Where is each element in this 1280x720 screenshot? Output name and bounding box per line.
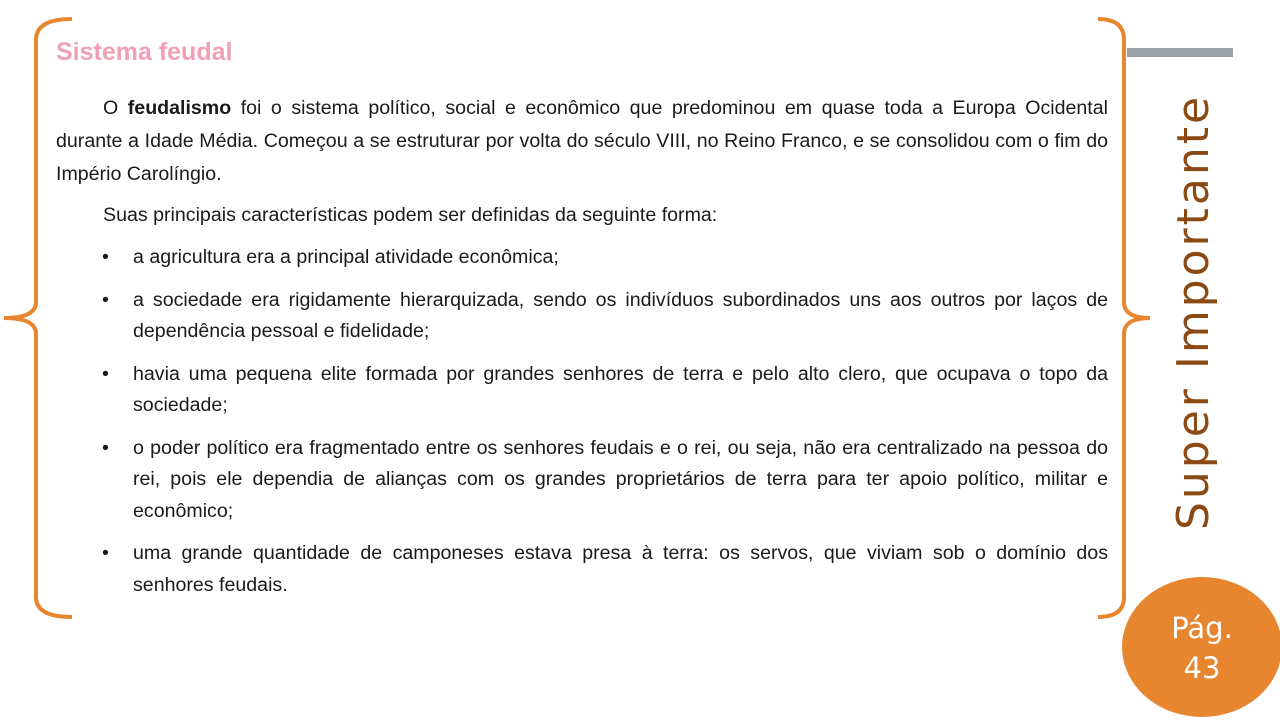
bullet-icon: • — [102, 542, 109, 564]
bullet-icon: • — [102, 362, 109, 385]
list-item — [56, 433, 1108, 528]
page-number: 43 — [1183, 651, 1221, 685]
characteristics-list — [56, 242, 1108, 601]
intro-paragraph — [56, 92, 1108, 191]
section-title: Sistema feudal — [56, 38, 233, 66]
list-item-text: a agricultura era a principal atividade econômica; — [133, 246, 559, 268]
bullet-icon: • — [102, 246, 109, 268]
list-item-text: a sociedade era rigidamente hierarquizada, sendo os indivíduos subordinados uns aos outros por laços de dependência pessoal e fidelidade; — [133, 288, 1108, 342]
list-item — [56, 359, 1108, 422]
paragraph-text: foi o sistema político, social e econômico que predominou em quase toda a Europa Ocidental durante a Idade Média. Começou a se estruturar por volta do século VIII, no Reino Franco, e se consolidou com o fim do Império Carolíngio. — [56, 97, 1109, 185]
text-content — [56, 36, 1108, 612]
accent-line — [1127, 48, 1233, 57]
page-label: Pág. — [1171, 611, 1233, 645]
characteristics-intro: Suas principais características podem ser definidas da seguinte forma: — [103, 204, 718, 226]
list-item — [56, 242, 1108, 274]
list-item-text: uma grande quantidade de camponeses estava presa à terra: os servos, que viviam sob o domínio dos senhores feudais. — [133, 542, 1108, 596]
list-item — [56, 538, 1108, 601]
bullet-icon: • — [102, 436, 109, 459]
list-item-text: havia uma pequena elite formada por grandes senhores de terra e pelo alto clero, que ocupava o topo da sociedade; — [133, 362, 1108, 416]
list-item — [56, 285, 1108, 348]
page-number-badge — [1122, 577, 1280, 717]
bullet-icon: • — [102, 288, 109, 311]
paragraph-prefix: O — [103, 97, 128, 119]
paragraph-bold-term: feudalismo — [127, 97, 232, 119]
super-importante-label: Super Importante — [1168, 93, 1219, 531]
list-item-text: o poder político era fragmentado entre os senhores feudais e o rei, ou seja, não era centralizado na pessoa do rei, pois ele dependia de alianças com os grandes proprietários de terra para ter apoio político, militar e econômico; — [133, 436, 1108, 522]
